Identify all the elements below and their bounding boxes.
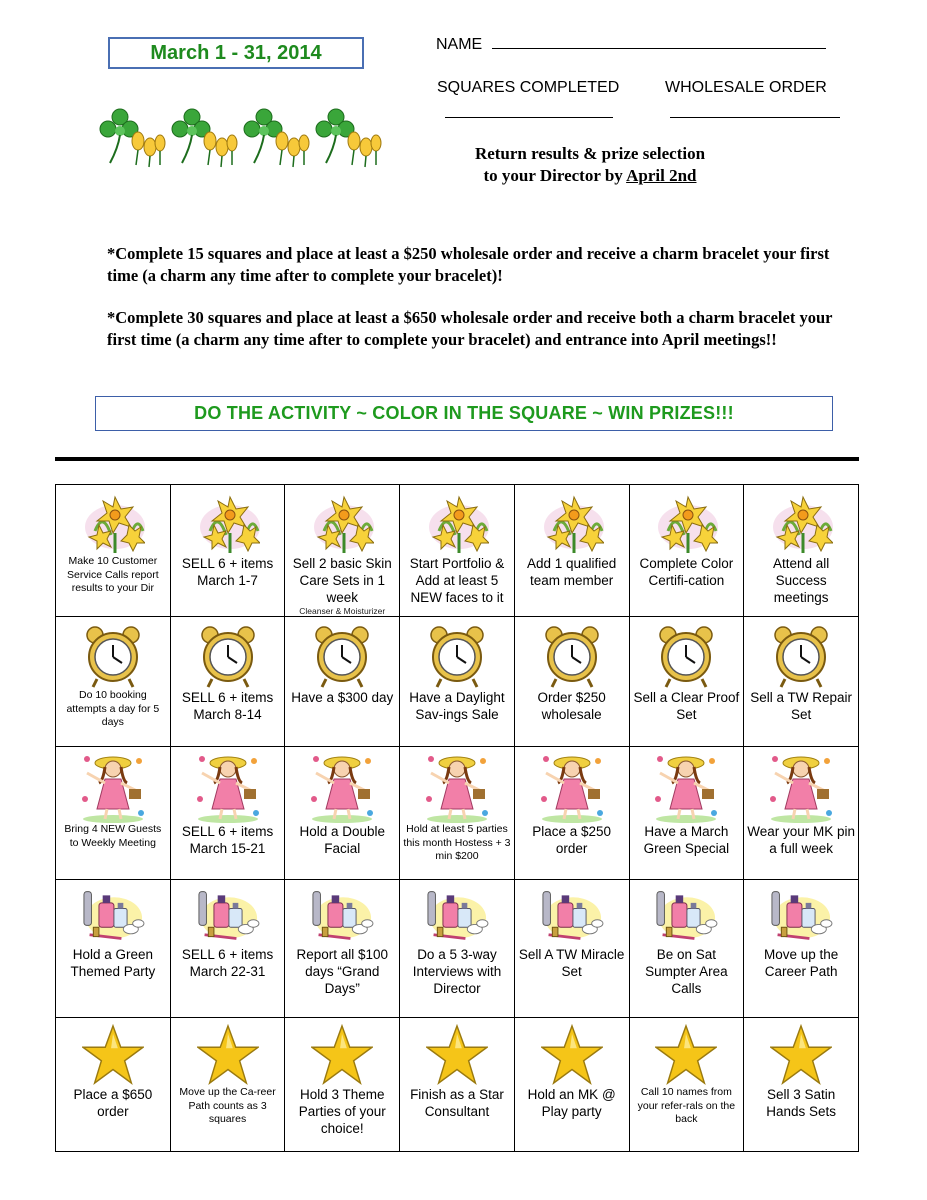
girl-with-flowers-icon (81, 753, 145, 823)
alarm-clock-icon (540, 623, 604, 689)
activity-square-content (285, 886, 399, 1023)
daffodil-icon (196, 491, 260, 555)
cosmetics-icon (307, 886, 377, 946)
cosmetics-icon (78, 886, 148, 946)
activity-square-content (515, 1024, 629, 1157)
cosmetics-icon (766, 886, 836, 946)
activity-square-content (400, 753, 514, 885)
return-instructions (440, 143, 740, 187)
alarm-clock-icon (654, 623, 718, 689)
grid-row (56, 880, 859, 1018)
alarm-clock-icon (81, 623, 145, 689)
activity-square[interactable] (744, 1018, 859, 1152)
cosmetics-icon (193, 886, 263, 946)
gold-star-icon (426, 1024, 488, 1086)
activity-square[interactable] (285, 485, 400, 617)
name-field[interactable] (436, 34, 826, 54)
activity-square-content (630, 753, 744, 885)
shamrock-border-icon (98, 103, 388, 169)
activity-square-content (400, 886, 514, 1023)
activity-square[interactable] (629, 880, 744, 1018)
activity-square[interactable] (629, 617, 744, 747)
activity-square[interactable] (629, 747, 744, 880)
activity-text: Hold an MK @ Play party (527, 1087, 616, 1119)
activity-square-content (515, 886, 629, 1023)
activity-text: Hold a Green Themed Party (70, 947, 156, 979)
rule-30-squares: *Complete 30 squares and place at least a $650 wholesale order and receive both a charm bracelet your first time (a charm any time after to complete your bracelet) and entrance into April meetings!! (107, 308, 833, 349)
gold-star-icon (311, 1024, 373, 1086)
activity-square[interactable] (56, 1018, 171, 1152)
activity-square-content (171, 753, 285, 885)
return-line-2 (440, 165, 740, 187)
girl-with-flowers-icon (654, 753, 718, 823)
alarm-clock-icon (310, 623, 374, 689)
grid-row (56, 1018, 859, 1152)
activity-text: Have a $300 day (291, 690, 394, 705)
activity-text: Be on Sat Sumpter Area Calls (645, 947, 728, 996)
daffodil-icon (310, 491, 374, 555)
activity-text: SELL 6 + items March 1-7 (181, 556, 274, 588)
activity-text: Do 10 booking attempts a day for 5 days (66, 689, 160, 728)
challenge-grid (55, 484, 859, 1152)
banner-text: DO THE ACTIVITY ~ COLOR IN THE SQUARE ~ WIN PRIZES!!! (194, 403, 734, 423)
activity-square-content (56, 753, 170, 885)
gold-star-icon (770, 1024, 832, 1086)
name-blank[interactable] (492, 34, 826, 49)
activity-square[interactable] (400, 880, 515, 1018)
girl-with-flowers-icon (425, 753, 489, 823)
activity-square-content (744, 1024, 858, 1157)
activity-square-content (171, 623, 285, 752)
date-range: March 1 - 31, 2014 (150, 41, 322, 64)
gold-star-icon (82, 1024, 144, 1086)
activity-square[interactable] (56, 880, 171, 1018)
girl-with-flowers-icon (540, 753, 604, 823)
alarm-clock-icon (425, 623, 489, 689)
alarm-clock-icon (196, 623, 260, 689)
activity-square[interactable] (285, 747, 400, 880)
activity-square-content (744, 886, 858, 1023)
activity-square[interactable] (514, 1018, 629, 1152)
activity-square-content (400, 1024, 514, 1157)
activity-text: Sell a Clear Proof Set (633, 690, 740, 722)
activity-text: Add 1 qualified team member (527, 556, 617, 588)
gold-star-icon (655, 1024, 717, 1086)
activity-square[interactable] (400, 617, 515, 747)
activity-text: Have a March Green Special (643, 824, 730, 856)
daffodil-icon (769, 491, 833, 555)
activity-text: Report all $100 days “Grand Days” (296, 947, 389, 996)
return-deadline: April 2nd (626, 166, 697, 185)
activity-square[interactable] (170, 1018, 285, 1152)
activity-text: Call 10 names from your refer-rals on the back (637, 1086, 736, 1125)
activity-text: Do a 5 3-way Interviews with Director (412, 947, 502, 996)
activity-square[interactable] (56, 617, 171, 747)
activity-square-content (285, 1024, 399, 1157)
activity-text: Place a $250 order (532, 824, 612, 856)
activity-text: Move up the Ca-reer Path counts as 3 squares (179, 1086, 276, 1125)
wholesale-order-blank[interactable] (670, 117, 840, 118)
activity-square-content (171, 886, 285, 1023)
activity-square[interactable] (629, 485, 744, 617)
activity-text: Have a Daylight Sav-ings Sale (409, 690, 505, 722)
activity-square-content (744, 623, 858, 752)
gold-star-icon (197, 1024, 259, 1086)
activity-text: Complete Color Certifi-cation (639, 556, 734, 588)
activity-text: Place a $650 order (73, 1087, 153, 1119)
activity-square[interactable] (514, 617, 629, 747)
activity-square[interactable] (170, 485, 285, 617)
squares-completed-label: SQUARES COMPLETED (437, 79, 620, 96)
activity-text: Hold at least 5 parties this month Hostess + 3 min $200 (403, 823, 511, 862)
activity-square[interactable] (285, 1018, 400, 1152)
activity-square[interactable] (285, 880, 400, 1018)
daffodil-icon (81, 491, 145, 555)
activity-square-content (171, 491, 285, 622)
activity-square[interactable] (400, 485, 515, 617)
activity-text: Attend all Success meetings (772, 556, 830, 605)
activity-square[interactable] (744, 747, 859, 880)
cosmetics-icon (651, 886, 721, 946)
daffodil-icon (425, 491, 489, 555)
activity-square-content (285, 753, 399, 885)
activity-square[interactable] (56, 485, 171, 617)
activity-square[interactable] (744, 880, 859, 1018)
activity-square[interactable] (744, 485, 859, 617)
activity-square-content (56, 886, 170, 1023)
daffodil-icon (654, 491, 718, 555)
activity-text: SELL 6 + items March 22-31 (181, 947, 274, 979)
activity-square-content (285, 491, 399, 616)
squares-completed-blank[interactable] (445, 117, 613, 118)
grid-row (56, 747, 859, 880)
activity-square[interactable] (170, 747, 285, 880)
activity-square-content (515, 623, 629, 752)
girl-with-flowers-icon (310, 753, 374, 823)
grid-row (56, 485, 859, 617)
activity-text: Hold a Double Facial (299, 824, 386, 856)
activity-square-content (630, 1024, 744, 1157)
activity-text: Sell a TW Repair Set (750, 690, 852, 722)
return-line-2-prefix: to your Director by (483, 166, 627, 185)
activity-square-content (630, 491, 744, 622)
activity-text: Sell A TW Miracle Set (518, 947, 625, 979)
activity-square[interactable] (514, 485, 629, 617)
wholesale-order-label: WHOLESALE ORDER (665, 79, 827, 96)
activity-subtext: Cleanser & Moisturizer (299, 606, 386, 616)
cosmetics-icon (537, 886, 607, 946)
activity-square[interactable] (285, 617, 400, 747)
activity-text: Hold 3 Theme Parties of your choice! (298, 1087, 386, 1136)
activity-square-content (171, 1024, 285, 1157)
return-line-1: Return results & prize selection (474, 144, 706, 163)
activity-square[interactable] (514, 747, 629, 880)
activity-square-content (515, 753, 629, 885)
activity-square[interactable] (400, 747, 515, 880)
girl-with-flowers-icon (769, 753, 833, 823)
activity-square-content (630, 623, 744, 752)
activity-square[interactable] (400, 1018, 515, 1152)
activity-text: Move up the Career Path (763, 947, 839, 979)
girl-with-flowers-icon (196, 753, 260, 823)
activity-banner (95, 396, 833, 431)
activity-text: SELL 6 + items March 15-21 (181, 824, 274, 856)
activity-square-content (56, 491, 170, 622)
activity-square[interactable] (514, 880, 629, 1018)
activity-square-content (515, 491, 629, 622)
activity-text: Bring 4 NEW Guests to Weekly Meeting (64, 823, 162, 849)
activity-text: Order $250 wholesale (537, 690, 606, 722)
activity-square-content (744, 753, 858, 885)
activity-square[interactable] (170, 880, 285, 1018)
grid-row (56, 617, 859, 747)
rule-15-squares: *Complete 15 squares and place at least a $250 wholesale order and receive a charm bracelet your first time (a charm any time after to complete your bracelet)! (107, 244, 830, 285)
date-range-box (108, 37, 364, 69)
activity-square-content (630, 886, 744, 1023)
name-label: NAME (436, 36, 483, 53)
activity-square-content (400, 491, 514, 622)
activity-square-content (400, 623, 514, 752)
alarm-clock-icon (769, 623, 833, 689)
activity-text: Sell 3 Satin Hands Sets (766, 1087, 836, 1119)
activity-text: Finish as a Star Consultant (410, 1087, 504, 1119)
activity-text: SELL 6 + items March 8-14 (181, 690, 274, 722)
activity-square[interactable] (744, 617, 859, 747)
activity-square[interactable] (56, 747, 171, 880)
gold-star-icon (541, 1024, 603, 1086)
divider (55, 457, 859, 461)
prize-rules (107, 243, 857, 371)
daffodil-icon (540, 491, 604, 555)
activity-square-content (744, 491, 858, 622)
activity-square[interactable] (629, 1018, 744, 1152)
activity-text: Wear your MK pin a full week (747, 824, 856, 856)
activity-text: Sell 2 basic Skin Care Sets in 1 week (292, 556, 392, 605)
cosmetics-icon (422, 886, 492, 946)
activity-square-content (56, 623, 170, 752)
activity-square[interactable] (170, 617, 285, 747)
activity-text: Make 10 Customer Service Calls report results to your Dir (67, 555, 159, 594)
activity-text: Start Portfolio & Add at least 5 NEW faces to it (409, 556, 505, 605)
activity-square-content (56, 1024, 170, 1157)
activity-square-content (285, 623, 399, 752)
